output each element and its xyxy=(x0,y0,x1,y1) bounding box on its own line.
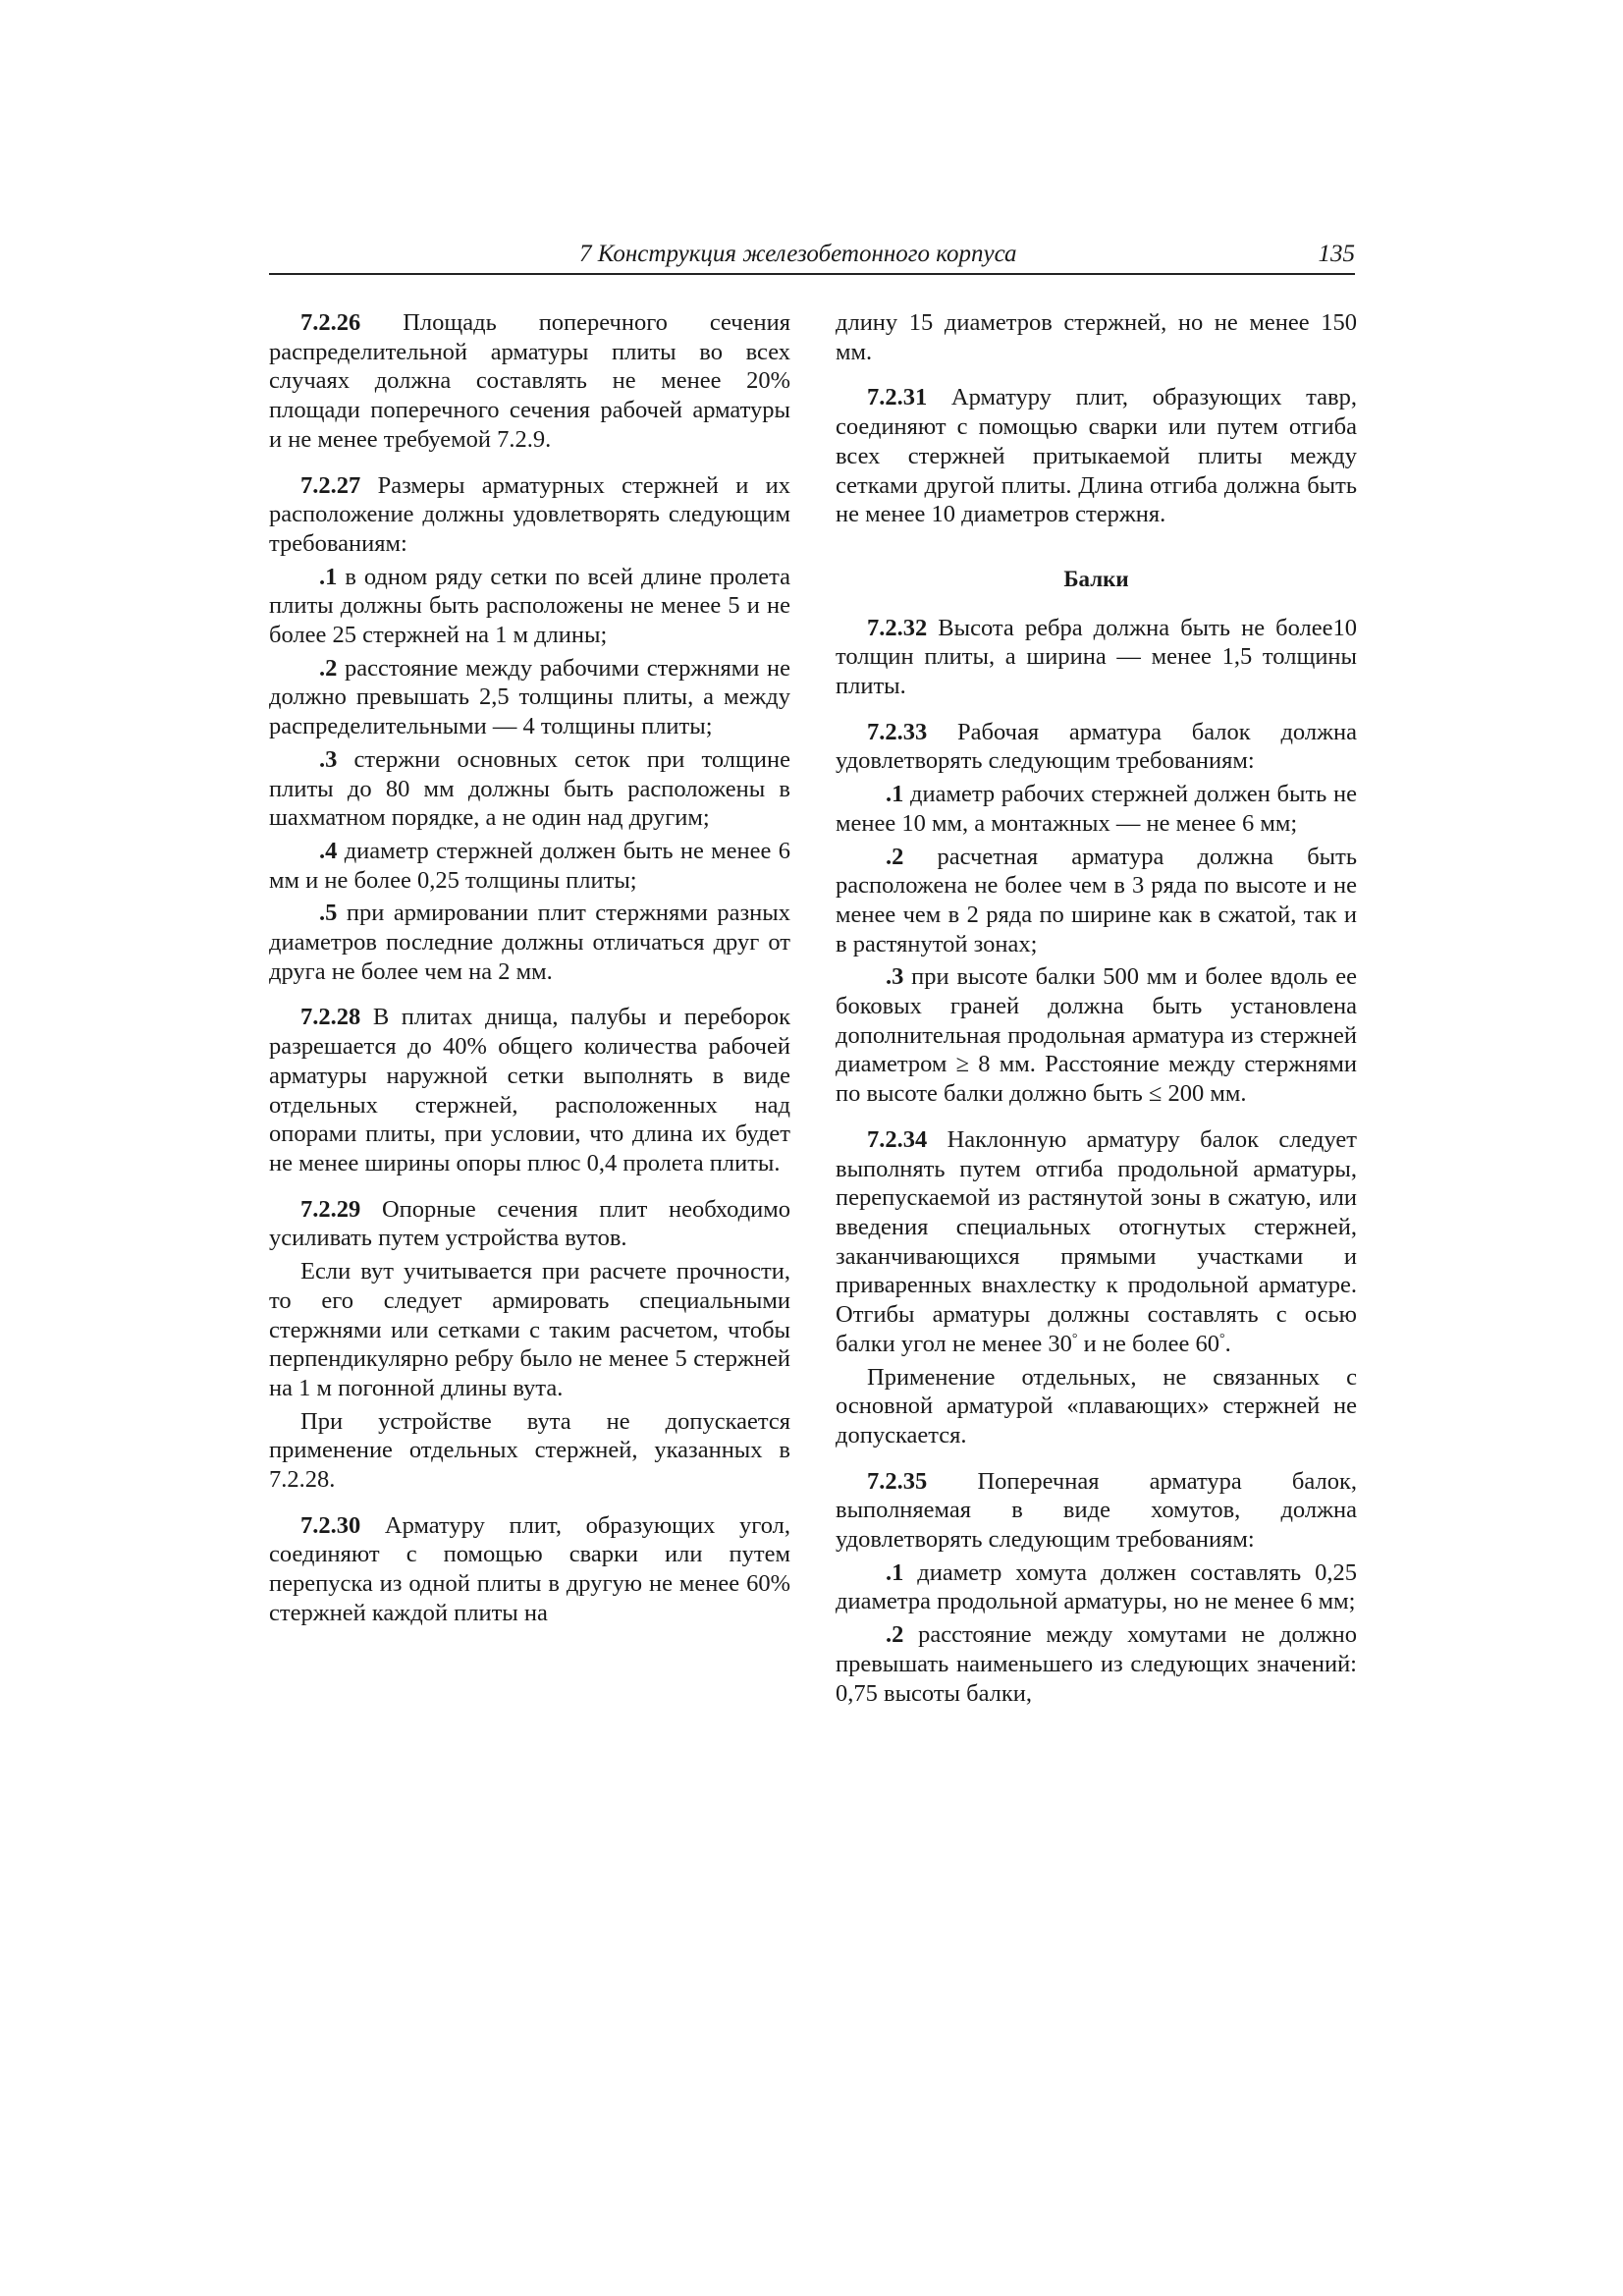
list-item xyxy=(269,745,790,833)
clause-text: Арматуру плит, образующих угол, соединяют с помощью сварки или путем перепуска из одной плиты в другую не менее 60% стержней каждой плиты на xyxy=(269,1511,790,1626)
item-number: .1 xyxy=(319,563,338,590)
paragraph-7-2-34 xyxy=(836,1125,1357,1359)
item-text: диаметр стержней должен быть не менее 6 мм и не более 0,25 толщины плиты; xyxy=(269,837,790,894)
paragraph-7-2-33 xyxy=(836,718,1357,776)
item-text: при армировании плит стержнями разных диаметров последние должны отличаться друг от друга не более чем на 2 мм. xyxy=(269,900,790,985)
item-number: .3 xyxy=(319,745,338,773)
list-item xyxy=(269,654,790,741)
clause-number: 7.2.33 xyxy=(867,718,928,745)
paragraph-7-2-32 xyxy=(836,614,1357,701)
item-number: .1 xyxy=(886,1558,904,1586)
section-heading: Балки xyxy=(1063,566,1129,591)
list-item xyxy=(269,899,790,986)
item-number: .4 xyxy=(319,837,338,864)
clause-text: Поперечная арматура балок, выполняемая в виде хомутов, должна удовлетворять следующим требованиям: xyxy=(836,1467,1357,1554)
item-text: в одном ряду сетки по всей длине пролета плиты должны быть расположены не менее 5 и не более 25 стержней на 1 м длины; xyxy=(269,563,790,649)
clause-number: 7.2.30 xyxy=(300,1511,361,1539)
list-item xyxy=(836,843,1357,959)
item-text: стержни основных сеток при толщине плиты до 80 мм должны быть расположены в шахматном порядке, а не один над другим; xyxy=(269,745,790,832)
paragraph-text: Применение отдельных, не связанных с основной арматурой «плавающих» стержней не допускается. xyxy=(836,1363,1357,1449)
paragraph-7-2-27 xyxy=(269,471,790,559)
item-number: .2 xyxy=(886,1621,904,1649)
list-item xyxy=(836,1558,1357,1616)
clause-text: Площадь поперечного сечения распределительной арматуры плиты во всех случаях должна составлять не менее 20% площади поперечного сечения рабочей арматуры и не менее требуемой 7.2.9. xyxy=(269,309,790,453)
item-text: расчетная арматура должна быть расположена не более чем в 3 ряда по высоте и не менее чем в 2 ряда по ширине как в сжатой, так и в растянутой зонах; xyxy=(836,843,1357,957)
clause-text: Высота ребра должна быть не более10 толщин плиты, а ширина — менее 1,5 толщины плиты. xyxy=(836,614,1357,700)
clause-text: Размеры арматурных стержней и их расположение должны удовлетворять следующим требованиям: xyxy=(269,471,790,557)
clause-number: 7.2.29 xyxy=(300,1195,361,1223)
list-item xyxy=(836,1620,1357,1708)
clause-text: и не более 60 xyxy=(1077,1330,1219,1357)
item-number: .5 xyxy=(319,900,338,927)
item-text: расстояние между хомутами не должно превышать наименьшего из следующих значений: 0,75 высоты балки, xyxy=(836,1621,1357,1707)
paragraph-text: Если вут учитывается при расчете прочности, то его следует армировать специальными стержнями или сетками с таким расчетом, чтобы перпендикулярно ребру было не менее 5 стержней на 1 м погонной длины вута. xyxy=(269,1258,790,1401)
list-item xyxy=(269,563,790,650)
page-header xyxy=(269,240,1355,275)
item-text: при высоте балки 500 мм и более вдоль ее боковых граней должна быть установлена дополнительная продольная арматура из стержней диаметром ≥ 8 мм. Расстояние между стержнями по высоте балки должно быть ≤ 200 мм. xyxy=(836,963,1357,1108)
item-number: .1 xyxy=(886,781,904,808)
clause-number: 7.2.35 xyxy=(867,1467,928,1495)
clause-number: 7.2.28 xyxy=(300,1004,361,1031)
clause-number: 7.2.34 xyxy=(867,1125,928,1153)
item-text: диаметр рабочих стержней должен быть не менее 10 мм, а монтажных — не менее 6 мм; xyxy=(836,781,1357,837)
list-item xyxy=(836,780,1357,838)
item-number: .2 xyxy=(886,843,904,870)
clause-number: 7.2.27 xyxy=(300,471,361,499)
left-column xyxy=(269,308,790,1645)
degree-sign: ° xyxy=(1218,1331,1225,1346)
clause-number: 7.2.32 xyxy=(867,614,928,641)
paragraph-text: При устройстве вута не допускается применение отдельных стержней, указанных в 7.2.28. xyxy=(269,1407,790,1494)
paragraph-7-2-30 xyxy=(269,1511,790,1628)
item-text: расстояние между рабочими стержнями не должно превышать 2,5 толщины плиты, а между распределительными — 4 толщины плиты; xyxy=(269,654,790,740)
degree-sign: ° xyxy=(1071,1331,1078,1346)
list-item xyxy=(836,962,1357,1109)
running-title: 7 Конструкция железобетонного корпуса xyxy=(579,241,1017,267)
item-number: .2 xyxy=(319,654,338,682)
list-item xyxy=(269,837,790,895)
item-text: диаметр хомута должен составлять 0,25 диаметра продольной арматуры, но не менее 6 мм; xyxy=(836,1558,1357,1615)
paragraph-7-2-28 xyxy=(269,1003,790,1177)
clause-text: Рабочая арматура балок должна удовлетворять следующим требованиям: xyxy=(836,718,1357,775)
clause-number: 7.2.26 xyxy=(300,309,361,336)
paragraph-7-2-26 xyxy=(269,308,790,455)
paragraph-7-2-29 xyxy=(269,1195,790,1253)
paragraph-7-2-31 xyxy=(836,383,1357,529)
page-number: 135 xyxy=(1318,241,1355,267)
paragraph-7-2-35 xyxy=(836,1467,1357,1555)
clause-text: . xyxy=(1224,1330,1231,1357)
clause-text: В плитах днища, палубы и переборок разрешается до 40% общего количества рабочей арматуры наружной сетки выполнять в виде отдельных стержней, расположенных над опорами плиты, при условии, что длина их будет не менее ширины опоры плюс 0,4 пролета плиты. xyxy=(269,1004,790,1176)
clause-text: Арматуру плит, образующих тавр, соединяют с помощью сварки или путем отгиба всех стержней притыкаемой плиты между сетками другой плиты. Длина отгиба должна быть не менее 10 диаметров стержня. xyxy=(836,384,1357,528)
item-number: .3 xyxy=(886,963,904,991)
paragraph-continuation: длину 15 диаметров стержней, но не менее 150 мм. xyxy=(836,309,1357,365)
clause-number: 7.2.31 xyxy=(867,384,928,411)
clause-text: Наклонную арматуру балок следует выполнять путем отгиба продольной арматуры, перепускаемой из растянутой зоны в сжатую, или введения специальных отогнутых стержней, заканчивающихся прямыми участками и приваренных внахлестку к продольной арматуре. Отгибы арматуры должны составлять с осью балки угол не менее 30 xyxy=(836,1125,1357,1357)
clause-text: Опорные сечения плит необходимо усиливать путем устройства вутов. xyxy=(269,1195,790,1252)
right-column xyxy=(836,308,1357,1712)
